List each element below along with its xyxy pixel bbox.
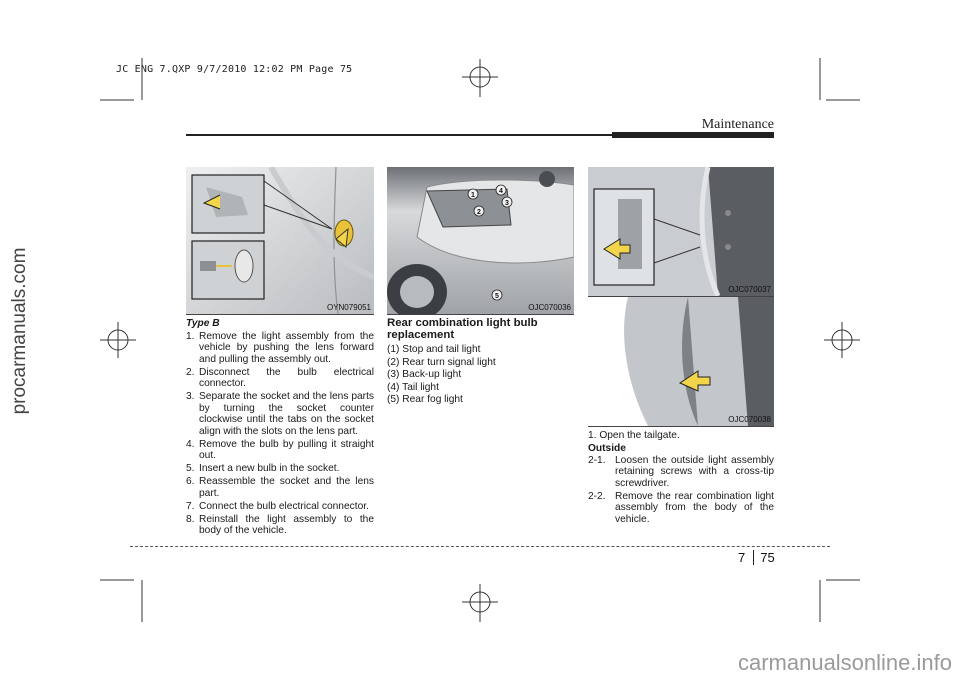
open-tailgate-step	[588, 430, 774, 442]
figure-code: OJC070037	[728, 285, 771, 294]
figure-code: OJC070036	[528, 303, 571, 312]
footer-rule	[130, 546, 830, 547]
page-number	[738, 550, 775, 565]
list-item: 4. Remove the bulb by pulling it straight out.	[186, 438, 374, 461]
figure-code: OJC070038	[728, 415, 771, 424]
callout-1: 1	[471, 192, 475, 199]
list-item: (5) Rear fog light	[387, 394, 463, 405]
callout-5: 5	[495, 293, 499, 300]
side-watermark: procarmanuals.com	[9, 247, 30, 415]
list-item: 1. Open the tailgate.	[588, 430, 680, 441]
side-repeater-illustration	[186, 167, 374, 314]
list-item: 7. Connect the bulb electrical connector.	[186, 500, 369, 512]
column-rear-combination	[387, 318, 574, 407]
column-type-b	[186, 318, 374, 538]
callout-3: 3	[505, 200, 509, 207]
figure-tailgate-screws	[588, 167, 774, 296]
list-item: (4) Tail light	[387, 381, 439, 393]
figure-code: OYN079051	[326, 303, 371, 312]
section-heading: Rear combination light bulb replacement	[387, 317, 538, 341]
list-item: 6. Reassemble the socket and the lens part.	[186, 476, 374, 499]
figure-remove-assembly	[588, 297, 774, 426]
prepress-slug: JC ENG 7.QXP 9/7/2010 12:02 PM Page 75	[116, 64, 353, 75]
list-item: 1. Remove the light assembly from the vehicle by pushing the lens forward and pulling the assembly out.	[186, 330, 374, 365]
list-item: 2-2. Remove the rear combination light assembly from the body of the vehicle.	[588, 490, 774, 525]
outside-steps	[588, 455, 774, 526]
list-item: 5. Insert a new bulb in the socket.	[186, 463, 340, 474]
callout-2: 2	[477, 209, 481, 216]
list-item: 8. Reinstall the light assembly to the body of the vehicle.	[186, 513, 374, 536]
figure-rule	[588, 426, 774, 427]
outside-label: Outside	[588, 443, 626, 454]
figure-rule	[387, 314, 574, 315]
column-outside-steps	[588, 430, 774, 527]
figure-rule	[186, 314, 374, 315]
section-title: Maintenance	[701, 117, 774, 132]
list-item: (3) Back-up light	[387, 369, 462, 380]
figure-side-repeater	[186, 167, 374, 314]
bulb-parts-list	[387, 344, 574, 406]
tailgate-screws-illustration	[588, 167, 774, 296]
list-item: (1) Stop and tail light	[387, 344, 481, 355]
footer-watermark: carmanualsonline.info	[737, 650, 952, 675]
list-item: 2-1. Loosen the outside light assembly retaining screws with a cross-tip screwdriver.	[588, 454, 774, 489]
list-item: 2. Disconnect the bulb electrical connector.	[186, 366, 374, 389]
page-num: 75	[753, 550, 774, 565]
remove-assembly-illustration	[588, 297, 774, 426]
callout-4: 4	[499, 188, 503, 195]
chapter-number: 7	[738, 550, 746, 565]
figure-rear-car	[387, 167, 574, 314]
rear-car-illustration	[387, 167, 574, 314]
header-bar	[612, 132, 774, 138]
type-b-steps	[186, 331, 374, 537]
subsection-title: Type B	[186, 318, 220, 329]
list-item: 3. Separate the socket and the lens parts by turning the socket counter clockwise until the tabs on the socket align with the slots on the lens part.	[186, 391, 374, 437]
list-item: (2) Rear turn signal light	[387, 356, 496, 368]
